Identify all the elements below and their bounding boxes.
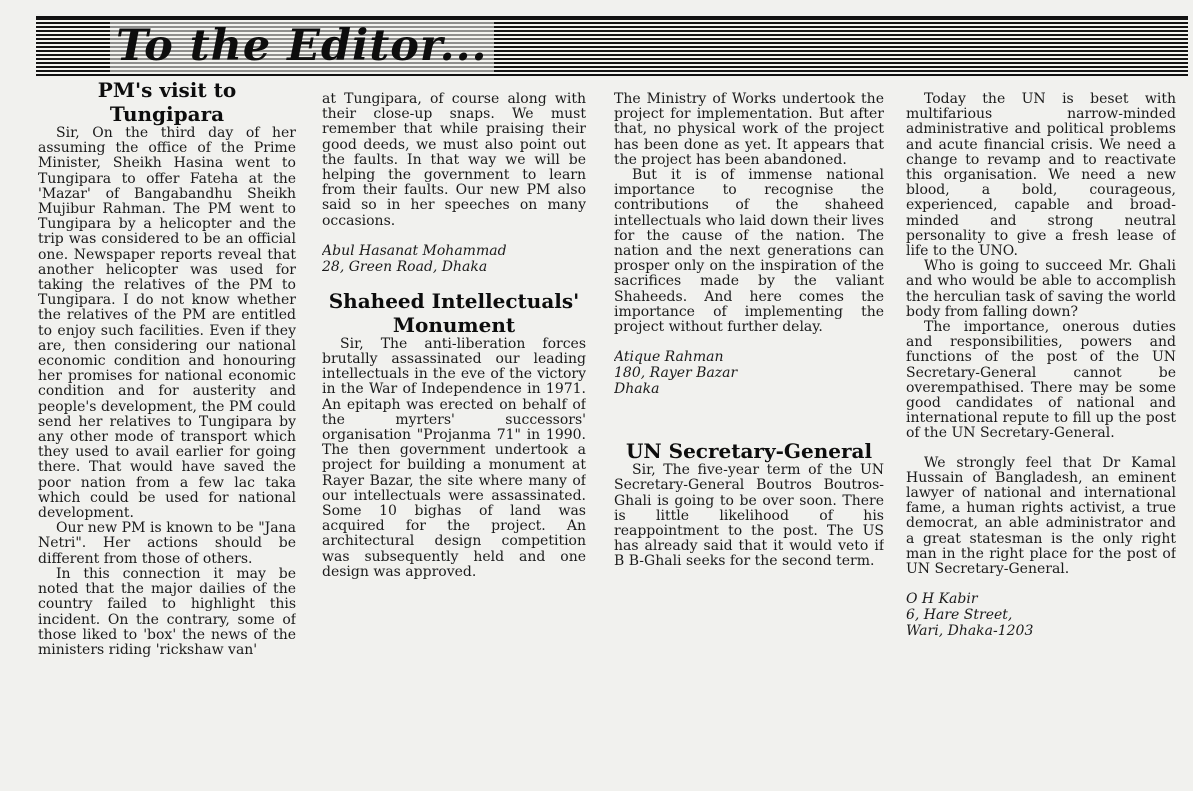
letter-paragraph: We strongly feel that Dr Kamal Hussain of Bangladesh, an eminent lawyer of national and international fame, a human rights activist, a true democrat, an able administrator and a great statesman is the only right man in the right place for the post of UN Secretary-General. bbox=[906, 454, 1176, 578]
letter-paragraph: Sir, On the third day of her assuming the office of the Prime Minister, Sheikh Hasina went to Tungipara to offer Fateha at the 'Mazar' of Bangabandhu Sheikh Mujibur Rahman. The PM went to Tungipara by a helicopter and the trip was considered to be an official one. Newspaper reports reveal that another helicopter was used for taking the relatives of the PM to Tungipara. I do not know whether the relatives of the PM are entitled to enjoy such facilities. Even if they are, then considering our national economic condition and honouring her promises for national economic condition and for austerity and people's development, the PM could send her relatives to Tungipara by any other mode of transport which they used to avail earlier for going there. That would have saved the poor nation from a few lac taka which could be used for national development. bbox=[38, 125, 296, 522]
letter-headline: Shaheed Intellectuals' Monument bbox=[328, 288, 580, 337]
letter-headline: PM's visit to Tungipara bbox=[97, 78, 237, 126]
column-1 bbox=[38, 78, 296, 777]
signature-name: Atique Rahman bbox=[614, 349, 724, 366]
letter-paragraph: The Ministry of Works undertook the project for implementation. But after that, no physical work of the project has been done as yet. It appears that the project has been abandoned. bbox=[614, 92, 884, 168]
letter-paragraph: Sir, The anti-liberation forces brutally assassinated our leading intellectuals in the eve of the victory in the War of Independence in 1971. An epitaph was erected on behalf of the myrters' successors' organisation "Projanma 71" in 1990. The then government undertook a project for building a monument at Rayer Bazar, the site where many of our intellectuals were assassinated. Some 10 bighas of land was acquired for the project. An architectural design competition was subsequently held and one design was approved. bbox=[322, 335, 586, 580]
spacer bbox=[322, 229, 586, 243]
signature-name: Abul Hasanat Mohammad bbox=[322, 242, 507, 259]
spacer bbox=[322, 275, 586, 289]
letter-signature bbox=[322, 243, 586, 275]
column-4 bbox=[906, 92, 1176, 791]
signature-address: Dhaka bbox=[614, 381, 660, 398]
spacer bbox=[614, 335, 884, 349]
letter-paragraph: Our new PM is known to be "Jana Netri". Her actions should be different from those of others. bbox=[38, 520, 296, 567]
section-banner bbox=[36, 16, 1188, 76]
column-3 bbox=[614, 92, 884, 791]
signature-address: 28, Green Road, Dhaka bbox=[322, 258, 488, 275]
letter-signature bbox=[614, 349, 884, 397]
letter-signature bbox=[906, 591, 1176, 639]
spacer bbox=[614, 425, 884, 439]
signature-address: Wari, Dhaka-1203 bbox=[906, 623, 1034, 640]
spacer bbox=[614, 397, 884, 411]
letter-headline: UN Secretary-General bbox=[625, 439, 873, 464]
letter-paragraph: In this connection it may be noted that the major dailies of the country failed to highlight this incident. On the contrary, some of those liked to 'box' the news of the ministers riding 'rickshaw van' bbox=[38, 565, 296, 658]
spacer bbox=[906, 577, 1176, 591]
spacer bbox=[614, 411, 884, 425]
letter-paragraph: But it is of immense national importance to recognise the contributions of the shaheed intellectuals who laid down their lives for the cause of the nation. The nation and the next generations can prosper only on the inspiration of the sacrifices made by the valiant Shaheeds. And here comes the importance of implementing the project without further delay. bbox=[614, 167, 884, 336]
letter-paragraph: Sir, The five-year term of the UN Secretary-General Boutros Boutros-Ghali is going to be over soon. There is little likelihood of his reappointment to the post. The US has already said that it would veto if B B-Ghali seeks for the second term. bbox=[614, 462, 884, 570]
section-title: To the Editor... bbox=[110, 20, 494, 72]
signature-name: O H Kabir bbox=[906, 591, 978, 608]
signature-address: 6, Hare Street, bbox=[906, 607, 1013, 624]
letter-paragraph: at Tungipara, of course along with their close-up snaps. We must remember that while praising their good deeds, we must also point out the faults. In that way we will be helping the government to learn from their faults. Our new PM also said so in her speeches on many occasions. bbox=[322, 92, 586, 229]
letter-paragraph: The importance, onerous duties and responsibilities, powers and functions of the post of the UN Secretary-General cannot be overempathised. There may be some good candidates of national and international repute to fill up the post of the UN Secretary-General. bbox=[906, 319, 1176, 442]
letter-paragraph: Today the UN is beset with multifarious narrow-minded administrative and political problems and acute financial crisis. We need a change to revamp and to reactivate this organisation. We need a new blood, a bold, courageous, experienced, capable and broad-minded and strong neutral personality to give a fresh lease of life to the UNO. bbox=[906, 92, 1176, 260]
signature-address: 180, Rayer Bazar bbox=[614, 365, 738, 382]
column-2 bbox=[322, 92, 586, 791]
spacer bbox=[906, 442, 1176, 456]
letter-paragraph: Who is going to succeed Mr. Ghali and who would be able to accomplish the herculian task of saving the world body from falling down? bbox=[906, 258, 1176, 320]
